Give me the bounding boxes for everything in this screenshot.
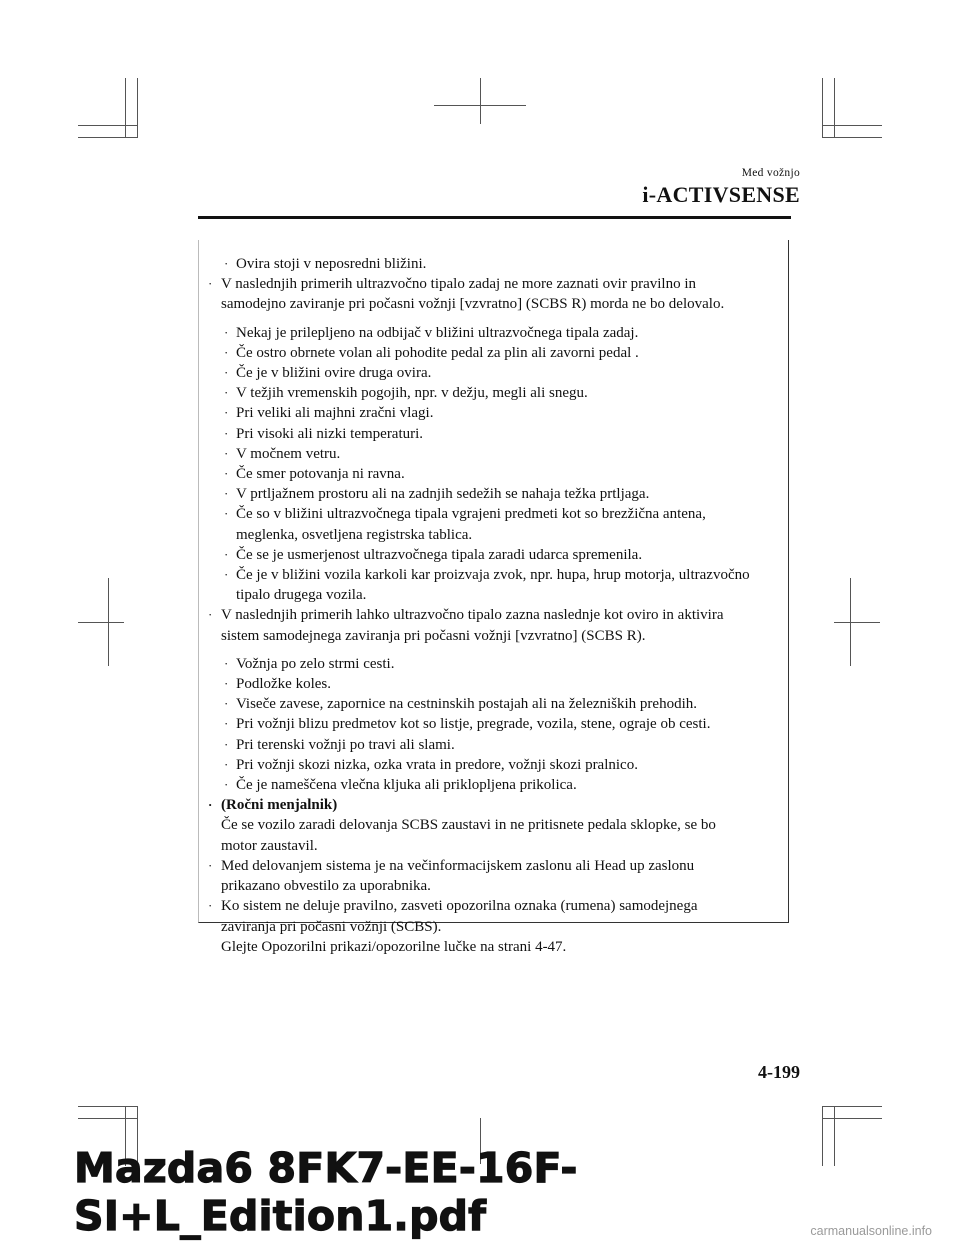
watermark-link[interactable]: carmanualsonline.info — [810, 1224, 932, 1238]
bullet-icon: · — [224, 344, 229, 360]
crop-mark — [78, 622, 124, 623]
bullet-icon: · — [224, 445, 229, 461]
list-item-heading: · (Ročni menjalnik) — [199, 795, 788, 815]
page-number: 4-199 — [758, 1062, 800, 1082]
list-item-continuation: samodejno zaviranje pri počasni vožnji [vzvratno] (SCBS R) morda ne bo delovalo. — [221, 296, 725, 313]
bullet-icon: · — [208, 797, 213, 813]
list-item: · V težjih vremenskih pogojih, npr. v dežju, megli ali snegu. — [199, 383, 788, 403]
list-item: · Pri veliki ali majhni zračni vlagi. — [199, 403, 788, 423]
list-item-continuation: motor zaustavil. — [221, 837, 318, 854]
bullet-icon: · — [224, 736, 229, 752]
bullet-icon: · — [224, 486, 229, 502]
list-item: · Če se je usmerjenost ultrazvočnega tipala zaradi udarca spremenila. — [199, 545, 788, 565]
list-item-continuation: Če se vozilo zaradi delovanja SCBS zaustavi in ne pritisnete pedala sklopke, se bo — [221, 817, 716, 834]
bullet-icon: · — [224, 385, 229, 401]
list-item: · V prtljažnem prostoru ali na zadnjih sedežih se nahaja težka prtljaga. — [199, 484, 788, 504]
bullet-icon: · — [224, 567, 229, 583]
crop-mark — [822, 1118, 882, 1119]
crop-mark — [78, 125, 138, 126]
bullet-icon: · — [208, 898, 213, 914]
crop-mark — [834, 622, 880, 623]
bullet-icon: · — [224, 546, 229, 562]
crop-mark — [480, 78, 481, 124]
list-item-continuation: tipalo drugega vozila. — [236, 587, 367, 604]
list-item: · Če je v bližini vozila karkoli kar proizvaja zvok, npr. hupa, hrup motorja, ultrazvočno — [199, 565, 788, 585]
note-box — [198, 240, 789, 955]
bullet-icon: · — [224, 466, 229, 482]
crop-mark — [822, 137, 882, 138]
crop-mark — [137, 78, 138, 138]
list-item: · V naslednjih primerih ultrazvočno tipalo zadaj ne more zaznati ovir pravilno in — [199, 274, 788, 294]
list-item: · Če so v bližini ultrazvočnega tipala vgrajeni predmeti kot so brezžična antena, — [199, 504, 788, 524]
section-label: Med vožnjo — [741, 167, 800, 179]
crop-mark — [78, 1106, 138, 1107]
list-item: · Pri vožnji skozi nizka, ozka vrata in predore, vožnji skozi pralnico. — [199, 755, 788, 775]
section-title: i-ACTIVSENSE — [642, 182, 800, 207]
list-item: · Med delovanjem sistema je na večinformacijskem zaslonu ali Head up zaslonu — [199, 856, 788, 876]
list-item: · Če je nameščena vlečna kljuka ali priklopljena prikolica. — [199, 775, 788, 795]
list-item: · Vožnja po zelo strmi cesti. — [199, 654, 788, 674]
header-rule — [198, 216, 791, 219]
crop-mark — [834, 78, 835, 138]
bullet-icon: · — [224, 324, 229, 340]
bullet-icon: · — [224, 756, 229, 772]
list-item-continuation: prikazano obvestilo za uporabnika. — [221, 878, 431, 895]
bullet-icon: · — [208, 857, 213, 873]
crop-mark — [78, 137, 138, 138]
list-item: · Ko sistem ne deluje pravilno, zasveti opozorilna oznaka (rumena) samodejnega — [199, 896, 788, 916]
list-item-continuation: sistem samodejnega zaviranja pri počasni vožnji [vzvratno] (SCBS R). — [221, 627, 646, 644]
list-item: · Če ostro obrnete volan ali pohodite pedal za plin ali zavorni pedal . — [199, 343, 788, 363]
list-item: · Pri vožnji blizu predmetov kot so listje, pregrade, vozila, stene, ograje ob cesti. — [199, 714, 788, 734]
list-item-continuation: zaviranja pri počasni vožnji (SCBS). — [221, 918, 442, 935]
list-item: · Če je v bližini ovire druga ovira. — [199, 363, 788, 383]
bullet-icon: · — [224, 506, 229, 522]
list-item: · Ovira stoji v neposredni bližini. — [199, 254, 788, 274]
bullet-icon: · — [224, 365, 229, 381]
crop-mark — [434, 105, 526, 106]
list-item-continuation: meglenka, osvetljena registrska tablica. — [236, 526, 473, 543]
list-item: · Nekaj je prilepljeno na odbijač v bližini ultrazvočnega tipala zadaj. — [199, 323, 788, 343]
bullet-icon: · — [208, 276, 213, 292]
bullet-icon: · — [224, 405, 229, 421]
bullet-icon: · — [224, 777, 229, 793]
crop-mark — [125, 78, 126, 138]
bullet-icon: · — [208, 607, 213, 623]
list-item: · Pri terenski vožnji po travi ali slami. — [199, 735, 788, 755]
bullet-icon: · — [224, 655, 229, 671]
list-item: · Viseče zavese, zapornice na cestninskih postajah ali na železniških prehodih. — [199, 694, 788, 714]
crop-mark — [822, 78, 823, 138]
file-name-banner: Mazda6 8FK7-EE-16F-SI+L_Edition1.pdf — [74, 1144, 578, 1240]
list-item: · V naslednjih primerih lahko ultrazvočno tipalo zazna naslednje kot oviro in aktivira — [199, 605, 788, 625]
bullet-icon: · — [224, 256, 229, 271]
list-item: · Podložke koles. — [199, 674, 788, 694]
bullet-icon: · — [224, 716, 229, 732]
crop-mark — [822, 1106, 882, 1107]
bullet-icon: · — [224, 676, 229, 692]
note-list — [199, 254, 788, 957]
cross-reference-link[interactable]: Glejte Opozorilni prikazi/opozorilne lučke na strani 4-47. — [221, 938, 567, 955]
bullet-icon: · — [224, 425, 229, 441]
crop-mark — [78, 1118, 138, 1119]
list-item: · Če smer potovanja ni ravna. — [199, 464, 788, 484]
list-item: · V močnem vetru. — [199, 444, 788, 464]
list-item: · Pri visoki ali nizki temperaturi. — [199, 424, 788, 444]
crop-mark — [822, 125, 882, 126]
bullet-icon: · — [224, 696, 229, 712]
